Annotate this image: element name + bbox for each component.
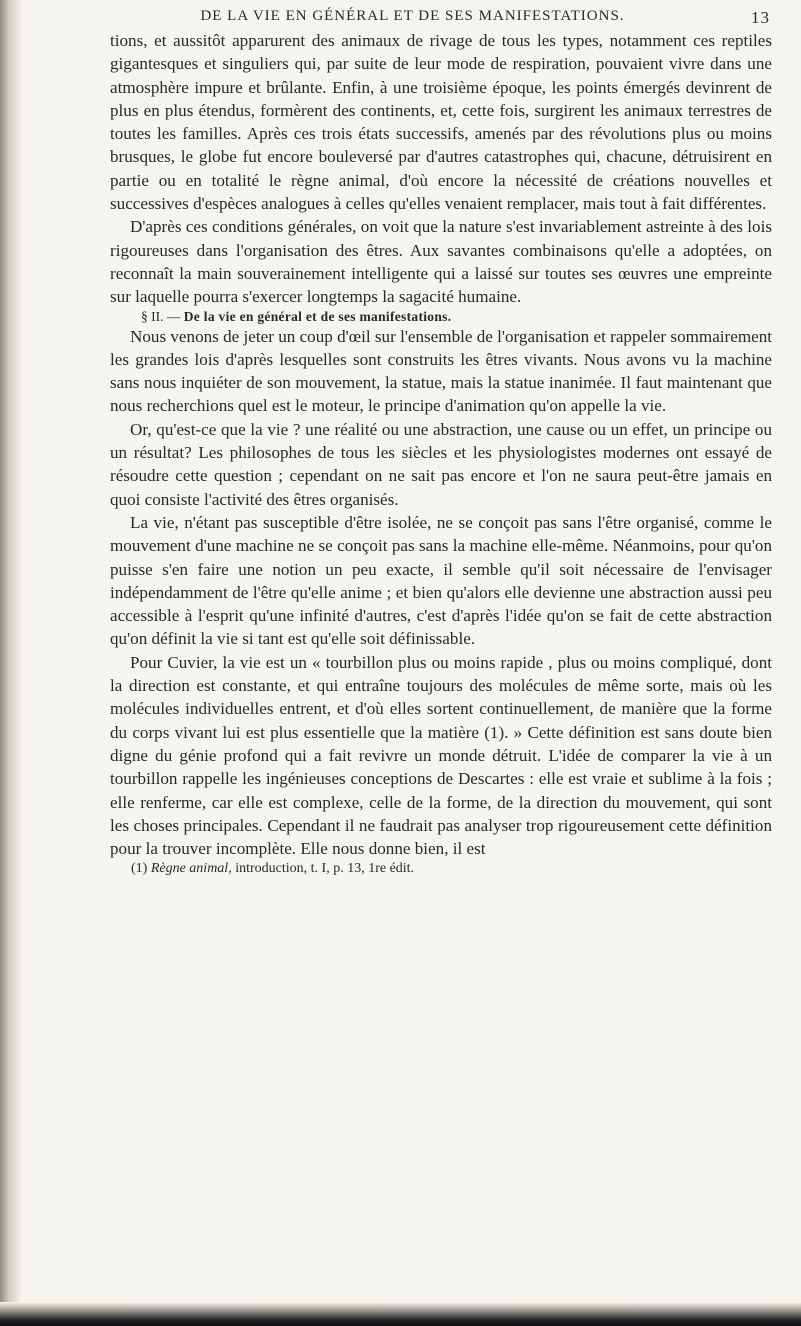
footnote bbox=[110, 860, 772, 878]
paragraph: La vie, n'étant pas susceptible d'être isolée, ne se conçoit pas sans l'être organisé, comme le mouvement d'une machine ne se conçoit pas sans la machine elle-même. Néanmoins, pour qu'on puisse s'en faire une notion un peu exacte, il semble qu'il soit nécessaire de l'envisager indépendamment de l'être qu'elle anime ; et bien qu'alors elle devienne une abstraction aussi peu accessible à l'esprit qu'une infinité d'autres, c'est d'après l'idée qu'on se fait de cette abstraction qu'on définit la vie si tant est qu'elle soit définissable. bbox=[110, 512, 772, 649]
paragraph: Or, qu'est-ce que la vie ? une réalité ou une abstraction, une cause ou un effet, un principe ou un résultat? Les philosophes de tous les siècles et les physiologistes modernes ont essayé de résoudre cette question ; cependant on ne sait pas encore et l'on ne saura peut-être jamais en quoi consiste l'activité des êtres organisés. bbox=[110, 419, 772, 509]
paragraph: Nous venons de jeter un coup d'œil sur l'ensemble de l'organisation et rappeler sommairement les grandes lois d'après lesquelles sont construits les êtres vivants. Nous avons vu la machine sans nous inquiéter de son mouvement, la statue, mais la statue inanimée. Il faut maintenant que nous recherchions quel est le moteur, le principe d'animation qu'on appelle la vie. bbox=[110, 326, 772, 416]
body-text bbox=[110, 29, 772, 878]
section-title: De la vie en général et de ses manifestations. bbox=[183, 308, 452, 324]
scan-bottom-edge bbox=[0, 1302, 801, 1326]
page-number: 13 bbox=[751, 8, 770, 27]
paragraph-continued: tions, et aussitôt apparurent des animaux de rivage de tous les types, notamment ces reptiles gigantesques et singuliers qui, par suite de leur mode de respiration, pouvaient vivre dans une atmosphère impure et brûlante. Enfin, à une troisième époque, les points émergés devinrent de plus en plus étendus, formèrent des continents, et, cette fois, surgirent les animaux terrestres de toutes les familles. Après ces trois états successifs, amenés par des révolutions plus ou moins brusques, le globe fut encore bouleversé par d'autres catastrophes qui, chacune, détruisirent en partie ou en totalité le règne animal, d'où encore la nécessité de créations nouvelles et successives d'espèces analogues à celles qu'elles venaient remplacer, mais tout à fait différentes. bbox=[110, 31, 772, 214]
page-binding-shadow bbox=[0, 0, 22, 1326]
running-title: DE LA VIE EN GÉNÉRAL ET DE SES MANIFESTATIONS. bbox=[200, 8, 625, 24]
footnote-source-title: Règne animal bbox=[150, 861, 229, 877]
section-number: § II. — bbox=[141, 308, 181, 324]
paragraph: D'après ces conditions générales, on voit que la nature s'est invariablement astreinte à des lois rigoureuses dans l'organisation des êtres. Aux savantes combinaisons qu'elle a adoptées, on reconnaît la main souverainement intelligente qui a laissé sur toutes ses œuvres une empreinte sur laquelle pourra s'exercer longtemps la sagacité humaine. bbox=[110, 217, 772, 307]
paragraph: Pour Cuvier, la vie est un « tourbillon plus ou moins rapide , plus ou moins compliqué, dont la direction est constante, et qui entraîne toujours des molécules de même sorte, mais où les molécules individuelles entrent, et d'où elles sortent continuellement, de manière que la forme du corps vivant lui est plus essentielle que la matière (1). » Cette définition est sans doute bien digne du génie profond qui a fait revivre un monde détruit. L'idée de comparer la vie à un tourbillon rappelle les ingénieuses conceptions de Descartes : elle est vraie et sublime à la fois ; elle renferme, car elle est complexe, celle de la forme, de la direction du mouvement, qui sont les choses principales. Cependant il ne faudrait pas analyser trop rigoureusement cette définition pour la trouver incomplète. Elle nous donne bien, il est bbox=[110, 652, 772, 859]
footnote-reference: , introduction, t. I, p. 13, 1re édit. bbox=[228, 861, 415, 877]
section-heading bbox=[110, 309, 772, 325]
footnote-marker: (1) bbox=[131, 861, 148, 877]
